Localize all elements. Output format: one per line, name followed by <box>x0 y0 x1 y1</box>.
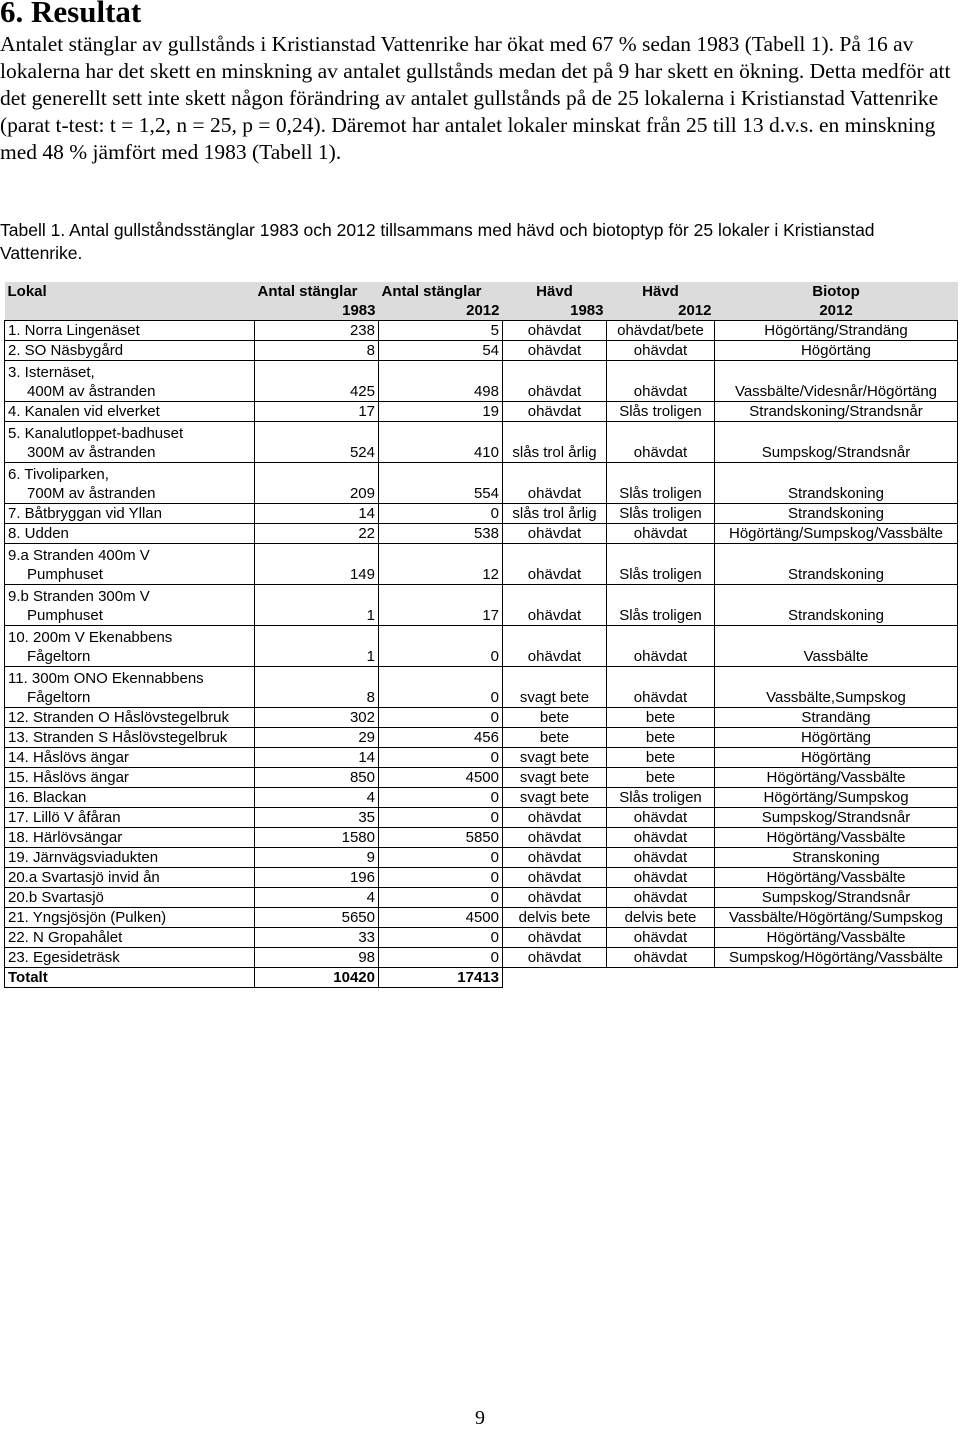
lokal-name: 14. Håslövs ängar <box>8 749 129 766</box>
cell-lokal <box>5 928 255 948</box>
table-row <box>5 544 958 585</box>
results-paragraph: Antalet stänglar av gullstånds i Kristianstad Vattenrike har ökat med 67 % sedan 1983 (Tabell 1). På 16 av lokalerna har det skett en minskning av antalet gullstånds medan det på 9 har skett en ökning. Detta medför att det generellt sett inte skett någon förändring av antalet gullstånds på de 25 lokalerna i Kristianstad Vattenrike (parat t-test: t = 1,2, n = 25, p = 0,24). Däremot har antalet lokaler minskat från 25 till 13 d.v.s. en minskning med 48 % jämfört med 1983 (Tabell 1). <box>0 32 951 164</box>
lokal-name: 5. Kanalutloppet-badhuset <box>8 425 184 442</box>
cell-antal-1983: 4 <box>255 888 379 908</box>
cell-havd-2012: bete <box>607 728 715 748</box>
table-row <box>5 504 958 524</box>
cell-lokal <box>5 868 255 888</box>
header-biotop-year: 2012 <box>715 301 958 321</box>
lokal-name: 8. Udden <box>8 525 69 542</box>
header-antal-1983-year: 1983 <box>255 301 379 321</box>
cell-biotop: Högörtäng/Vassbälte <box>715 768 958 788</box>
table-row <box>5 808 958 828</box>
lokal-name-line2: 700M av åstranden <box>27 485 156 502</box>
cell-antal-2012: 456 <box>379 728 503 748</box>
table-row <box>5 321 958 341</box>
lokal-name: 6. Tivoliparken, <box>8 466 109 483</box>
cell-antal-1983: 850 <box>255 768 379 788</box>
lokal-name: 20.a Svartasjö invid ån <box>8 869 160 886</box>
cell-lokal <box>5 544 255 585</box>
cell-antal-2012: 0 <box>379 708 503 728</box>
lokal-name: 22. N Gropahålet <box>8 929 123 946</box>
header-havd-1983: Hävd <box>503 282 607 301</box>
cell-antal-2012: 554 <box>379 463 503 504</box>
cell-havd-2012: ohävdat <box>607 868 715 888</box>
cell-antal-2012: 0 <box>379 948 503 968</box>
cell-lokal <box>5 463 255 504</box>
cell-biotop: Vassbälte,Sumpskog <box>715 667 958 708</box>
cell-antal-1983: 524 <box>255 422 379 463</box>
table-row <box>5 422 958 463</box>
cell-lokal <box>5 422 255 463</box>
cell-havd-1983: svagt bete <box>503 768 607 788</box>
cell-havd-2012: bete <box>607 768 715 788</box>
cell-lokal <box>5 748 255 768</box>
cell-havd-2012: ohävdat <box>607 667 715 708</box>
lokal-name: 11. 300m ONO Ekennabbens <box>8 670 204 687</box>
cell-biotop: Strandskoning/Strandsnår <box>715 402 958 422</box>
cell-biotop: Högörtäng <box>715 728 958 748</box>
header-antal-1983: Antal stänglar <box>255 282 379 301</box>
cell-havd-1983: svagt bete <box>503 748 607 768</box>
cell-antal-2012: 0 <box>379 848 503 868</box>
table-header-row-1 <box>5 282 958 301</box>
lokal-name: 21. Yngsjösjön (Pulken) <box>8 909 167 926</box>
cell-antal-1983: 8 <box>255 667 379 708</box>
cell-havd-1983: ohävdat <box>503 585 607 626</box>
cell-antal-2012: 0 <box>379 808 503 828</box>
cell-biotop: Sumpskog/Högörtäng/Vassbälte <box>715 948 958 968</box>
lokal-name-line2: Pumphuset <box>27 607 103 624</box>
cell-lokal <box>5 708 255 728</box>
cell-antal-1983: 98 <box>255 948 379 968</box>
table-row <box>5 585 958 626</box>
cell-antal-2012: 4500 <box>379 768 503 788</box>
cell-lokal <box>5 808 255 828</box>
cell-biotop: Strandäng <box>715 708 958 728</box>
table-row <box>5 361 958 402</box>
cell-antal-1983: 4 <box>255 788 379 808</box>
table-row <box>5 828 958 848</box>
header-lokal: Lokal <box>5 282 255 301</box>
cell-antal-2012: 0 <box>379 868 503 888</box>
cell-lokal <box>5 848 255 868</box>
cell-havd-1983: bete <box>503 708 607 728</box>
cell-biotop: Strandskoning <box>715 585 958 626</box>
table-row <box>5 667 958 708</box>
lokal-name: 18. Härlövsängar <box>8 829 123 846</box>
cell-biotop: Högörtäng <box>715 748 958 768</box>
table-row <box>5 928 958 948</box>
lokal-name: 23. Egesideträsk <box>8 949 120 966</box>
cell-biotop: Högörtäng/Sumpskog <box>715 788 958 808</box>
cell-lokal <box>5 908 255 928</box>
cell-havd-2012: ohävdat <box>607 361 715 402</box>
cell-antal-1983: 17 <box>255 402 379 422</box>
cell-havd-2012: Slås troligen <box>607 504 715 524</box>
cell-havd-1983: ohävdat <box>503 888 607 908</box>
total-label: Totalt <box>5 968 255 988</box>
table-row <box>5 728 958 748</box>
cell-lokal <box>5 768 255 788</box>
cell-havd-1983: ohävdat <box>503 402 607 422</box>
lokal-name-line2: 400M av åstranden <box>27 383 156 400</box>
cell-lokal <box>5 524 255 544</box>
cell-biotop: Högörtäng/Strandäng <box>715 321 958 341</box>
section-heading: 6. Resultat <box>0 0 142 29</box>
table-row <box>5 848 958 868</box>
cell-lokal <box>5 948 255 968</box>
cell-biotop: Högörtäng <box>715 341 958 361</box>
cell-biotop: Strandskoning <box>715 463 958 504</box>
lokal-name: 4. Kanalen vid elverket <box>8 403 160 420</box>
cell-havd-2012: ohävdat <box>607 341 715 361</box>
cell-antal-2012: 4500 <box>379 908 503 928</box>
cell-biotop: Högörtäng/Sumpskog/Vassbälte <box>715 524 958 544</box>
cell-havd-2012: ohävdat/bete <box>607 321 715 341</box>
cell-antal-2012: 0 <box>379 788 503 808</box>
table-row <box>5 868 958 888</box>
cell-lokal <box>5 888 255 908</box>
cell-antal-1983: 196 <box>255 868 379 888</box>
cell-havd-2012: ohävdat <box>607 808 715 828</box>
cell-antal-2012: 410 <box>379 422 503 463</box>
table-row <box>5 888 958 908</box>
cell-havd-2012: ohävdat <box>607 422 715 463</box>
cell-biotop: Sumpskog/Strandsnår <box>715 422 958 463</box>
lokal-name: 16. Blackan <box>8 789 87 806</box>
cell-antal-2012: 0 <box>379 504 503 524</box>
cell-antal-1983: 29 <box>255 728 379 748</box>
cell-havd-1983: ohävdat <box>503 544 607 585</box>
cell-havd-2012: ohävdat <box>607 524 715 544</box>
lokal-name-line2: Fågeltorn <box>27 689 91 706</box>
cell-havd-1983: ohävdat <box>503 948 607 968</box>
cell-havd-1983: bete <box>503 728 607 748</box>
cell-havd-2012: Slås troligen <box>607 544 715 585</box>
cell-lokal <box>5 788 255 808</box>
cell-biotop: Sumpskog/Strandsnår <box>715 888 958 908</box>
cell-havd-2012: ohävdat <box>607 828 715 848</box>
cell-antal-2012: 12 <box>379 544 503 585</box>
table-row <box>5 748 958 768</box>
cell-antal-1983: 5650 <box>255 908 379 928</box>
cell-havd-2012: ohävdat <box>607 888 715 908</box>
cell-havd-2012: delvis bete <box>607 908 715 928</box>
table-row <box>5 341 958 361</box>
table-row <box>5 524 958 544</box>
cell-havd-2012: bete <box>607 708 715 728</box>
lokal-name: 1. Norra Lingenäset <box>8 322 140 339</box>
cell-biotop: Vassbälte/Högörtäng/Sumpskog <box>715 908 958 928</box>
total-1983: 10420 <box>255 968 379 988</box>
lokal-name: 20.b Svartasjö <box>8 889 104 906</box>
cell-antal-1983: 1 <box>255 626 379 667</box>
cell-antal-1983: 1580 <box>255 828 379 848</box>
cell-antal-2012: 0 <box>379 667 503 708</box>
cell-antal-1983: 209 <box>255 463 379 504</box>
cell-havd-2012: Slås troligen <box>607 585 715 626</box>
cell-antal-2012: 538 <box>379 524 503 544</box>
cell-havd-1983: ohävdat <box>503 808 607 828</box>
cell-havd-2012: Slås troligen <box>607 463 715 504</box>
cell-lokal <box>5 504 255 524</box>
lokal-name: 10. 200m V Ekenabbens <box>8 629 173 646</box>
cell-havd-1983: svagt bete <box>503 667 607 708</box>
cell-antal-1983: 22 <box>255 524 379 544</box>
cell-havd-1983: delvis bete <box>503 908 607 928</box>
cell-antal-1983: 14 <box>255 504 379 524</box>
cell-havd-1983: ohävdat <box>503 828 607 848</box>
cell-lokal <box>5 341 255 361</box>
cell-biotop: Vassbälte/Videsnår/Högörtäng <box>715 361 958 402</box>
cell-lokal <box>5 402 255 422</box>
lokal-name-line2: 300M av åstranden <box>27 444 156 461</box>
cell-antal-1983: 35 <box>255 808 379 828</box>
cell-antal-2012: 5 <box>379 321 503 341</box>
header-antal-2012-year: 2012 <box>379 301 503 321</box>
cell-antal-1983: 238 <box>255 321 379 341</box>
cell-antal-1983: 9 <box>255 848 379 868</box>
cell-biotop: Vassbälte <box>715 626 958 667</box>
cell-antal-2012: 19 <box>379 402 503 422</box>
lokal-name: 12. Stranden O Håslövstegelbruk <box>8 709 229 726</box>
header-havd-2012: Hävd <box>607 282 715 301</box>
cell-biotop: Sumpskog/Strandsnår <box>715 808 958 828</box>
header-antal-2012: Antal stänglar <box>379 282 503 301</box>
header-havd-2012-year: 2012 <box>607 301 715 321</box>
cell-havd-1983: ohävdat <box>503 361 607 402</box>
total-2012: 17413 <box>379 968 503 988</box>
header-biotop: Biotop <box>715 282 958 301</box>
cell-lokal <box>5 828 255 848</box>
cell-havd-1983: ohävdat <box>503 321 607 341</box>
table-row <box>5 463 958 504</box>
cell-lokal <box>5 321 255 341</box>
lokal-name: 15. Håslövs ängar <box>8 769 129 786</box>
table-row <box>5 626 958 667</box>
cell-antal-2012: 0 <box>379 748 503 768</box>
cell-havd-1983: svagt bete <box>503 788 607 808</box>
cell-antal-2012: 498 <box>379 361 503 402</box>
cell-havd-1983: slås trol årlig <box>503 504 607 524</box>
cell-lokal <box>5 361 255 402</box>
table-row <box>5 402 958 422</box>
cell-havd-2012: ohävdat <box>607 948 715 968</box>
cell-antal-1983: 425 <box>255 361 379 402</box>
cell-biotop: Högörtäng/Vassbälte <box>715 868 958 888</box>
table-row <box>5 708 958 728</box>
cell-biotop: Stranskoning <box>715 848 958 868</box>
table-row <box>5 948 958 968</box>
table-header-row-2 <box>5 301 958 321</box>
lokal-name: 3. Isternäset, <box>8 364 95 381</box>
cell-havd-1983: ohävdat <box>503 868 607 888</box>
cell-havd-1983: ohävdat <box>503 524 607 544</box>
lokal-name: 9.b Stranden 300m V <box>8 588 150 605</box>
cell-antal-1983: 33 <box>255 928 379 948</box>
cell-biotop: Strandskoning <box>715 504 958 524</box>
cell-antal-2012: 5850 <box>379 828 503 848</box>
lokal-name: 9.a Stranden 400m V <box>8 547 150 564</box>
cell-lokal <box>5 667 255 708</box>
cell-lokal <box>5 585 255 626</box>
table-row <box>5 768 958 788</box>
cell-havd-2012: ohävdat <box>607 626 715 667</box>
cell-havd-2012: ohävdat <box>607 928 715 948</box>
page-number: 9 <box>475 1407 485 1429</box>
lokal-name: 2. SO Näsbygård <box>8 342 124 359</box>
cell-havd-1983: ohävdat <box>503 848 607 868</box>
cell-antal-1983: 14 <box>255 748 379 768</box>
table-row <box>5 788 958 808</box>
lokal-name: 17. Lillö V åfåran <box>8 809 121 826</box>
lokal-name: 19. Järnvägsviadukten <box>8 849 159 866</box>
cell-antal-2012: 54 <box>379 341 503 361</box>
results-table <box>4 282 958 988</box>
cell-havd-2012: Slås troligen <box>607 788 715 808</box>
cell-biotop: Högörtäng/Vassbälte <box>715 828 958 848</box>
cell-lokal <box>5 728 255 748</box>
lokal-name-line2: Pumphuset <box>27 566 103 583</box>
cell-antal-2012: 0 <box>379 626 503 667</box>
cell-antal-2012: 0 <box>379 888 503 908</box>
lokal-name: 7. Båtbryggan vid Yllan <box>8 505 162 522</box>
header-havd-1983-year: 1983 <box>503 301 607 321</box>
table-caption: Tabell 1. Antal gullståndsstänglar 1983 och 2012 tillsammans med hävd och biotoptyp för 25 lokaler i Kristianstad Vattenrike. <box>0 220 875 263</box>
cell-antal-1983: 149 <box>255 544 379 585</box>
table-row <box>5 908 958 928</box>
cell-havd-2012: bete <box>607 748 715 768</box>
cell-antal-1983: 1 <box>255 585 379 626</box>
cell-antal-1983: 302 <box>255 708 379 728</box>
cell-havd-1983: ohävdat <box>503 463 607 504</box>
cell-antal-2012: 0 <box>379 928 503 948</box>
cell-havd-2012: Slås troligen <box>607 402 715 422</box>
cell-havd-2012: ohävdat <box>607 848 715 868</box>
lokal-name-line2: Fågeltorn <box>27 648 91 665</box>
total-row <box>5 968 958 988</box>
cell-antal-2012: 17 <box>379 585 503 626</box>
lokal-name: 13. Stranden S Håslövstegelbruk <box>8 729 228 746</box>
cell-antal-1983: 8 <box>255 341 379 361</box>
cell-biotop: Högörtäng/Vassbälte <box>715 928 958 948</box>
cell-havd-1983: ohävdat <box>503 928 607 948</box>
cell-havd-1983: slås trol årlig <box>503 422 607 463</box>
cell-lokal <box>5 626 255 667</box>
cell-havd-1983: ohävdat <box>503 341 607 361</box>
cell-havd-1983: ohävdat <box>503 626 607 667</box>
cell-biotop: Strandskoning <box>715 544 958 585</box>
